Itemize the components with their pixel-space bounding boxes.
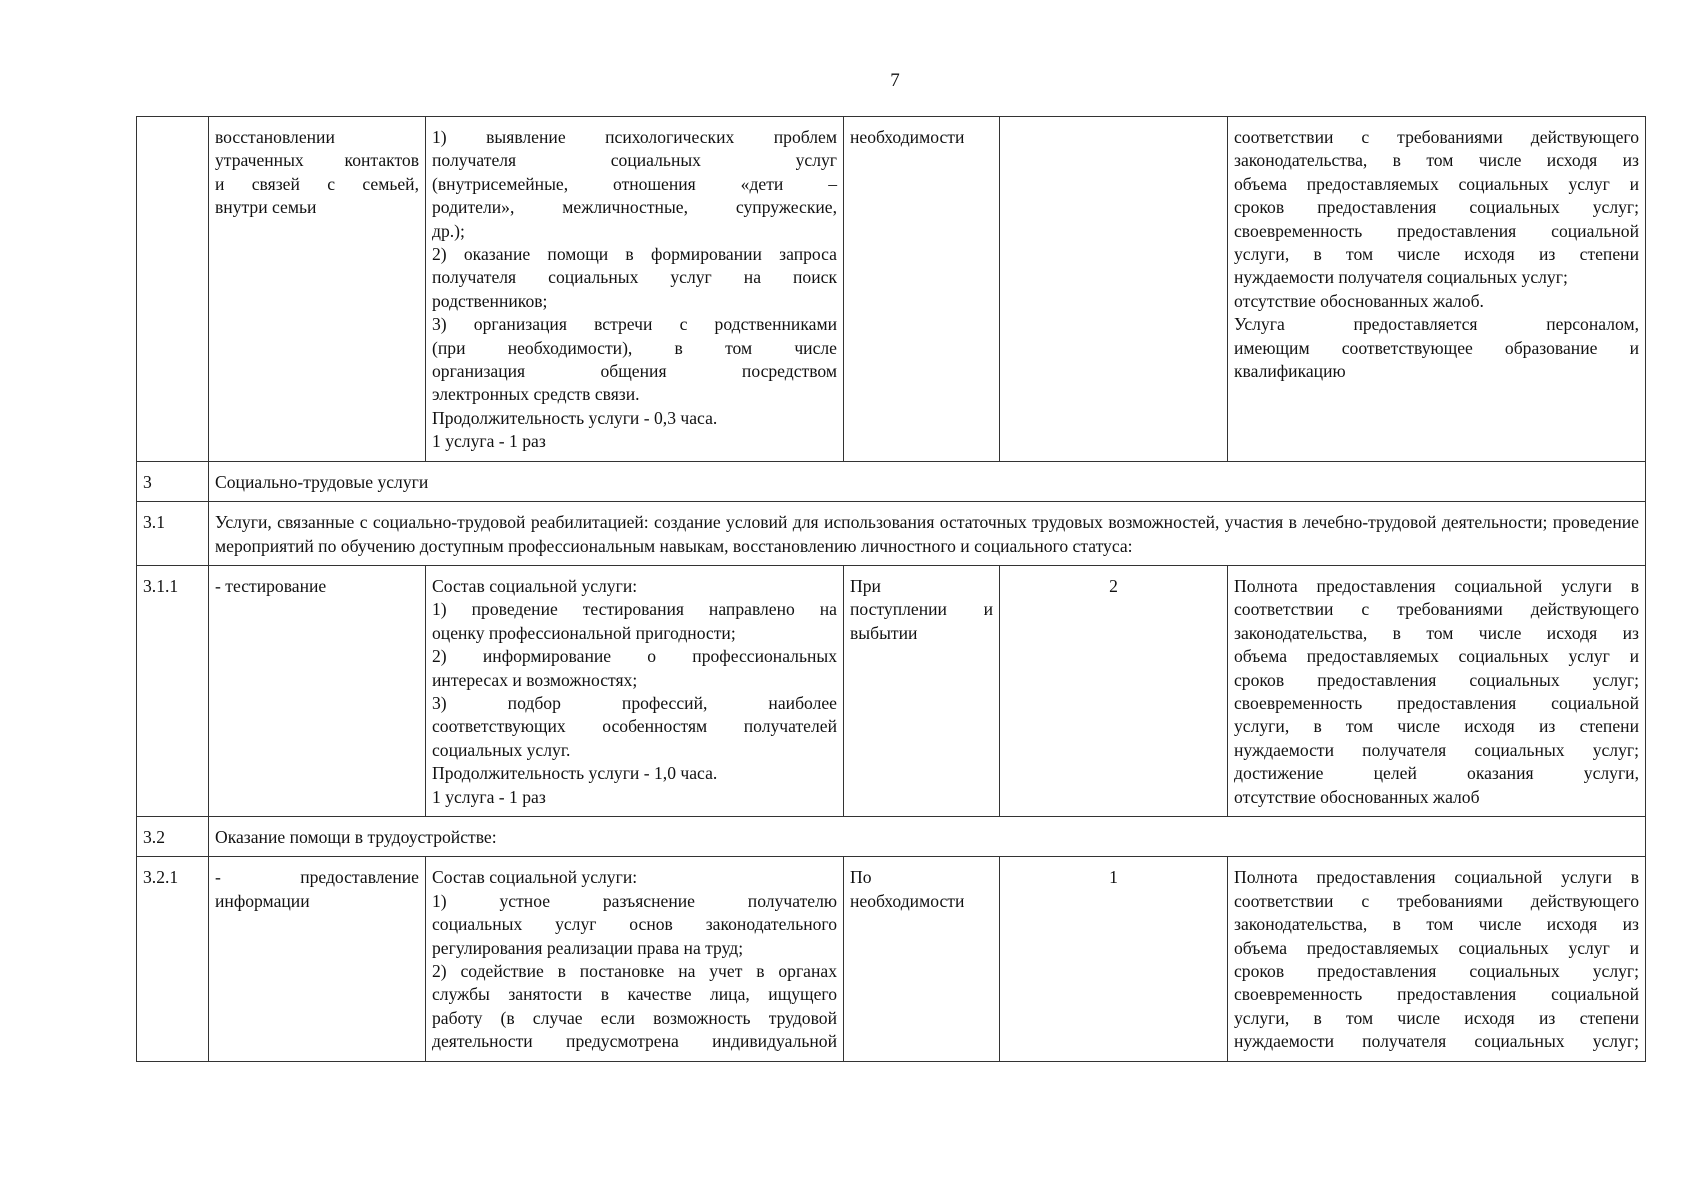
cell-periodicity: необходимости [844, 117, 1000, 462]
cell-number: 3.2 [137, 816, 209, 856]
text-line: нуждаемости получателя социальных услуг; [1234, 1031, 1639, 1052]
table-row [137, 461, 1646, 501]
text-line: 1) проведение тестирования направлено на [432, 599, 837, 620]
cell-service-name [209, 857, 426, 1061]
text-line: 3) организация встречи с родственниками [432, 314, 837, 335]
text-line: своевременность предоставления социальной [1234, 692, 1639, 713]
cell-number [137, 117, 209, 462]
table-row [137, 857, 1646, 1061]
text-line: родители», межличностные, супружеские, [432, 197, 837, 218]
text-line: 1 услуга - 1 раз [432, 431, 546, 452]
cell-quality [1228, 565, 1646, 816]
cell-number: 3.2.1 [137, 857, 209, 1061]
cell-number: 3.1.1 [137, 565, 209, 816]
cell-quality [1228, 857, 1646, 1061]
text-line: 2) оказание помощи в формировании запроса [432, 244, 837, 265]
text-line: Продолжительность услуги - 1,0 часа. [432, 763, 718, 784]
section-heading: Социально-трудовые услуги [209, 461, 1646, 501]
text-line: выбытии [850, 622, 918, 643]
text-line: (внутрисемейные, отношения «дети – [432, 173, 837, 194]
text-line: сроков предоставления социальных услуг; [1234, 669, 1639, 690]
text-line: квалификацию [1234, 361, 1346, 382]
text-line: информации [215, 890, 310, 911]
text-line: необходимости [850, 890, 965, 911]
text-line: законодательства, в том числе исходя из [1234, 622, 1639, 643]
text-line: - тестирование [215, 575, 327, 596]
cell-number: 3 [137, 461, 209, 501]
text-line: 1) выявление психологических проблем [432, 127, 837, 147]
text-line: имеющим соответствующее образование и [1234, 337, 1639, 358]
text-line: Состав социальной услуги: [432, 867, 638, 888]
text-line: внутри семьи [215, 197, 317, 218]
text-line: Полнота предоставления социальной услуги в [1234, 867, 1639, 888]
text-line: (при необходимости), в том числе [432, 337, 837, 358]
text-line: Продолжительность услуги - 0,3 часа. [432, 407, 718, 428]
cell-service-content [426, 565, 844, 816]
text-line: отсутствие обоснованных жалоб [1234, 786, 1480, 807]
text-line: поступлении и [850, 599, 993, 620]
text-line: сроков предоставления социальных услуг; [1234, 197, 1639, 218]
text-line: деятельности предусмотрена индивидуальной [432, 1031, 837, 1052]
section-heading: Оказание помощи в трудоустройстве: [209, 816, 1646, 856]
table-row [137, 502, 1646, 566]
text-line: 3) подбор профессий, наиболее [432, 692, 837, 713]
text-line: законодательства, в том числе исходя из [1234, 150, 1639, 171]
cell-service-name [209, 117, 426, 462]
text-line: получателя социальных услуг на поиск [432, 267, 837, 288]
text-line: соответствующих особенностям получателей [432, 716, 837, 737]
text-line: получателя социальных услуг [432, 150, 837, 171]
text-line: отсутствие обоснованных жалоб. [1234, 290, 1484, 311]
text-line: службы занятости в качестве лица, ищущего [432, 984, 837, 1005]
text-line: организация общения посредством [432, 361, 837, 382]
cell-number: 3.1 [137, 502, 209, 566]
section-description: Услуги, связанные с социально-трудовой реабилитацией: создание условий для использования остаточных трудовых возможностей, участия в лечебно-трудовой деятельности; проведение мероприятий по обучению доступным профессиональным навыкам, восстановлению личностного и социального статуса: [209, 502, 1646, 566]
text-line: При [850, 575, 881, 596]
text-line: нуждаемости получателя социальных услуг; [1234, 739, 1639, 760]
text-line: По [850, 867, 872, 888]
text-line: достижение целей оказания услуги, [1234, 763, 1639, 784]
text-line: интересах и возможностях; [432, 669, 638, 690]
cell-service-name [209, 565, 426, 816]
page-number: 7 [890, 70, 900, 91]
cell-periodicity [844, 857, 1000, 1061]
text-line: утраченных контактов [215, 150, 419, 171]
text-line: оценку профессиональной пригодности; [432, 622, 736, 643]
table-row [137, 816, 1646, 856]
text-line: восстановлении [215, 127, 335, 147]
cell-service-content [426, 117, 844, 462]
text-line: др.); [432, 220, 465, 241]
text-line: услуги, в том числе исходя из степени [1234, 716, 1639, 737]
table-row [137, 565, 1646, 816]
text-line: нуждаемости получателя социальных услуг; [1234, 267, 1568, 288]
text-line: объема предоставляемых социальных услуг и [1234, 937, 1639, 958]
text-line: своевременность предоставления социальной [1234, 984, 1639, 1005]
text-line: 2) содействие в постановке на учет в органах [432, 961, 837, 981]
cell-quality [1228, 117, 1646, 462]
text-line: своевременность предоставления социальной [1234, 220, 1639, 241]
text-line: работу (в случае если возможность трудовой [432, 1007, 837, 1028]
text-line: 1 услуга - 1 раз [432, 786, 546, 807]
cell-periodicity [844, 565, 1000, 816]
text-line: родственников; [432, 290, 548, 311]
cell-volume [1000, 117, 1228, 462]
text-line: социальных услуг. [432, 739, 571, 760]
cell-service-content [426, 857, 844, 1061]
text-line: объема предоставляемых социальных услуг и [1234, 646, 1639, 667]
text-line: - предоставление [215, 867, 419, 888]
cell-volume: 2 [1000, 565, 1228, 816]
table-row [137, 117, 1646, 462]
text-line: соответствии с требованиями действующего [1234, 890, 1639, 911]
text-line: соответствии с требованиями действующего [1234, 599, 1639, 620]
text-line: соответствии с требованиями действующего [1234, 127, 1639, 147]
services-table [136, 116, 1646, 1062]
text-line: регулирования реализации права на труд; [432, 937, 744, 958]
text-line: объема предоставляемых социальных услуг и [1234, 173, 1639, 194]
text-line: Состав социальной услуги: [432, 575, 638, 596]
text-line: социальных услуг основ законодательного [432, 914, 837, 935]
text-line: 1) устное разъяснение получателю [432, 890, 837, 911]
text-line: 2) информирование о профессиональных [432, 646, 837, 667]
text-line: услуги, в том числе исходя из степени [1234, 244, 1639, 265]
cell-volume: 1 [1000, 857, 1228, 1061]
text-line: электронных средств связи. [432, 384, 640, 405]
text-line: Полнота предоставления социальной услуги в [1234, 575, 1639, 596]
text-line: и связей с семьей, [215, 173, 419, 194]
text-line: Услуга предоставляется персоналом, [1234, 314, 1639, 335]
text-line: сроков предоставления социальных услуг; [1234, 961, 1639, 981]
text-line: законодательства, в том числе исходя из [1234, 914, 1639, 935]
text-line: услуги, в том числе исходя из степени [1234, 1007, 1639, 1028]
